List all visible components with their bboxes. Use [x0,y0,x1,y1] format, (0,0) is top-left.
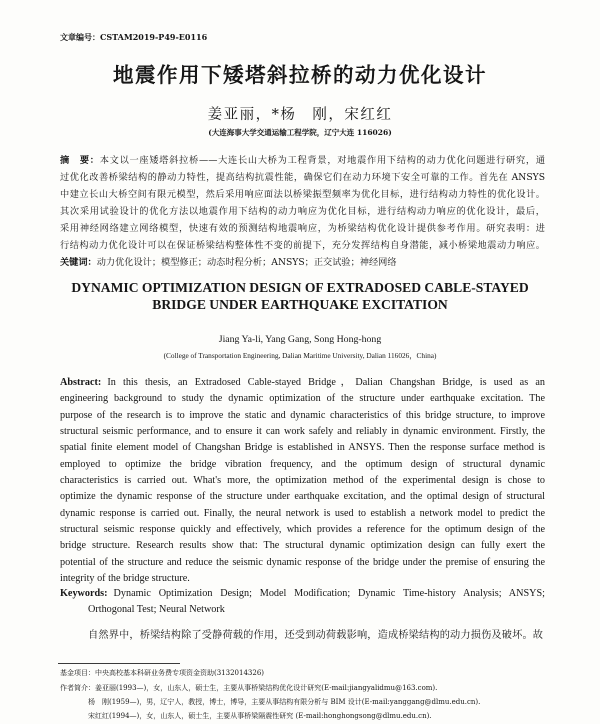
author-list-cn: 姜亚丽，*杨 刚，宋红红 [207,107,393,123]
abstract-en-line: dynamic response is carried out. Finally, the neural network is used to establish a network model to predict the [60,507,545,519]
footnote-funding [60,666,264,680]
keywords-en-label: Keywords: [60,588,108,599]
abstract-en-line: spatial finite element model of Changshan Bridge is established in ANSYS. Then the response surface method is [60,442,545,454]
footnote-funding-text: 中央高校基本科研业务费专项资金资助(3132014326) [95,669,264,677]
abstract-cn-line: 中建立长山大桥空间有限元模型，然后采用响应面法以桥梁振型频率为优化目标，进行结构动力特性的优化设计。 [60,189,545,200]
abstract-en-line: optimize the dynamic response of the structure under earthquake excitation, and the optimal design of structural [60,491,545,503]
abstract-cn-line [60,152,545,169]
footnote-bio: 宋红红(1994—)，女，山东人，硕士生，主要从事桥梁隔震性研究 (E-mail:honghongsong@dlmu.edu.cn). [88,712,432,720]
affiliation-cn: (大连海事大学交通运输工程学院，辽宁大连 116026) [208,128,392,137]
abstract-cn-text: 本文以一座矮塔斜拉桥——大连长山大桥为工程背景，对地震作用下结构的动力优化问题进行研究，通 [99,155,546,166]
keywords-cn [60,254,545,271]
abstract-cn-label: 摘 要： [60,155,100,166]
footnote-rule [58,663,180,664]
abstract-cn-line: 采用神经网络建立网络模型，快速有效的预测结构地震响应，为桥梁结构优化设计提供参考作用。研究表明：进 [60,223,545,234]
keywords-cn-label: 关键词： [60,257,97,268]
abstract-en-text: In this thesis, an Extradosed Cable-stayed Bridge，Dalian Changshan Bridge, is used as an [107,377,545,388]
paper-title-en-line: DYNAMIC OPTIMIZATION DESIGN OF EXTRADOSED CABLE-STAYED [71,280,529,295]
keywords-cn-text: 动力优化设计；模型修正；动态时程分析；ANSYS；正交试验；神经网络 [96,257,397,268]
abstract-en-line: structural seismic response quickly and effectively, which provides a reference for the optimum design of the [60,523,545,535]
keywords-en [60,586,545,602]
abstract-en-line: integrity of the bridge structure. [60,572,190,584]
keywords-en-line: Dynamic Optimization Design; Model Modification; Dynamic Time-history Analysis; ANSYS; [113,588,545,599]
author-list-en: Jiang Ya-li, Yang Gang, Song Hong-hong [218,334,382,345]
abstract-cn [60,152,545,271]
article-number: 文章编号：CSTAM2019-P49-E0116 [60,32,208,42]
abstract-cn-line: 行结构动力优化设计可以在保证桥梁结构整体性不变的前提下，充分发挥结构自身潜能，减小桥梁地震动力响应。 [60,240,545,251]
keywords-en-line: Orthogonal Test; Neural Network [88,604,225,615]
abstract-en-line: employed to optimize the bridge vibration frequency, and the optimum design of structural dynamic [60,458,545,470]
abstract-en-line: potential of the structure and reduce the seismic dynamic response of the bridge under the premise of ensuring the [60,556,545,568]
footnote-bio [60,681,437,695]
abstract-en-line: characteristics is carried out. What's more, the optimization method of the experimental design is chose to [60,474,545,486]
abstract-en-line: bridge structure. Research results show that: The structural dynamic optimization design can fully exert the [60,540,545,552]
paper-title-en-line: BRIDGE UNDER EARTHQUAKE EXCITATION [152,297,448,312]
footnote-bio: 杨 刚(1959—)，男，辽宁人，教授，博士，博导，主要从事结构有限分析与 BIM 设计(E-mail:yanggang@dlmu.edu.cn). [88,698,481,706]
abstract-cn-line: 过优化改善桥梁结构的静动力特性，提高结构抗震性能，确保它们在动力环境下安全可靠的工作。首先在 ANSYS [60,172,545,183]
abstract-en-line: engineering background to study the dynamic optimization of the structure under earthquake excitation. The [60,393,545,405]
paper-title-en [0,279,600,313]
abstract-en-line: purpose of the research is to improve the static and dynamic characteristics of this bridge structure, to improve [60,409,545,421]
abstract-en-label: Abstract: [60,377,102,388]
abstract-en [60,375,545,587]
footnote-bio-label: 作者简介： [60,684,95,692]
body-text-cn: 自然界中，桥梁结构除了受静荷载的作用，还受到动荷载影响，造成桥梁结构的动力损伤及破坏。故 [88,630,543,641]
abstract-cn-line: 其次采用试验设计的优化方法以地震作用下结构的动力响应为优化目标，进行结构动力响应的优化设计，最后， [60,206,545,217]
abstract-en-line [60,375,545,391]
footnote-bio-text: 姜亚丽(1993—)，女，山东人，硕士生，主要从事桥梁结构优化设计研究(E-mail:jiangyalidmu@163.com). [95,684,438,692]
abstract-en-line: structural seismic performance, and to ensure it can work safely and reliably in dynamic environment. Firstly, the [60,425,545,437]
affiliation-en: (College of Transportation Engineering, Dalian Maritime University, Dalian 116026，China) [163,351,437,360]
paper-title-cn: 地震作用下矮塔斜拉桥的动力优化设计 [113,63,487,87]
footnote-funding-label: 基金项目： [60,669,95,677]
